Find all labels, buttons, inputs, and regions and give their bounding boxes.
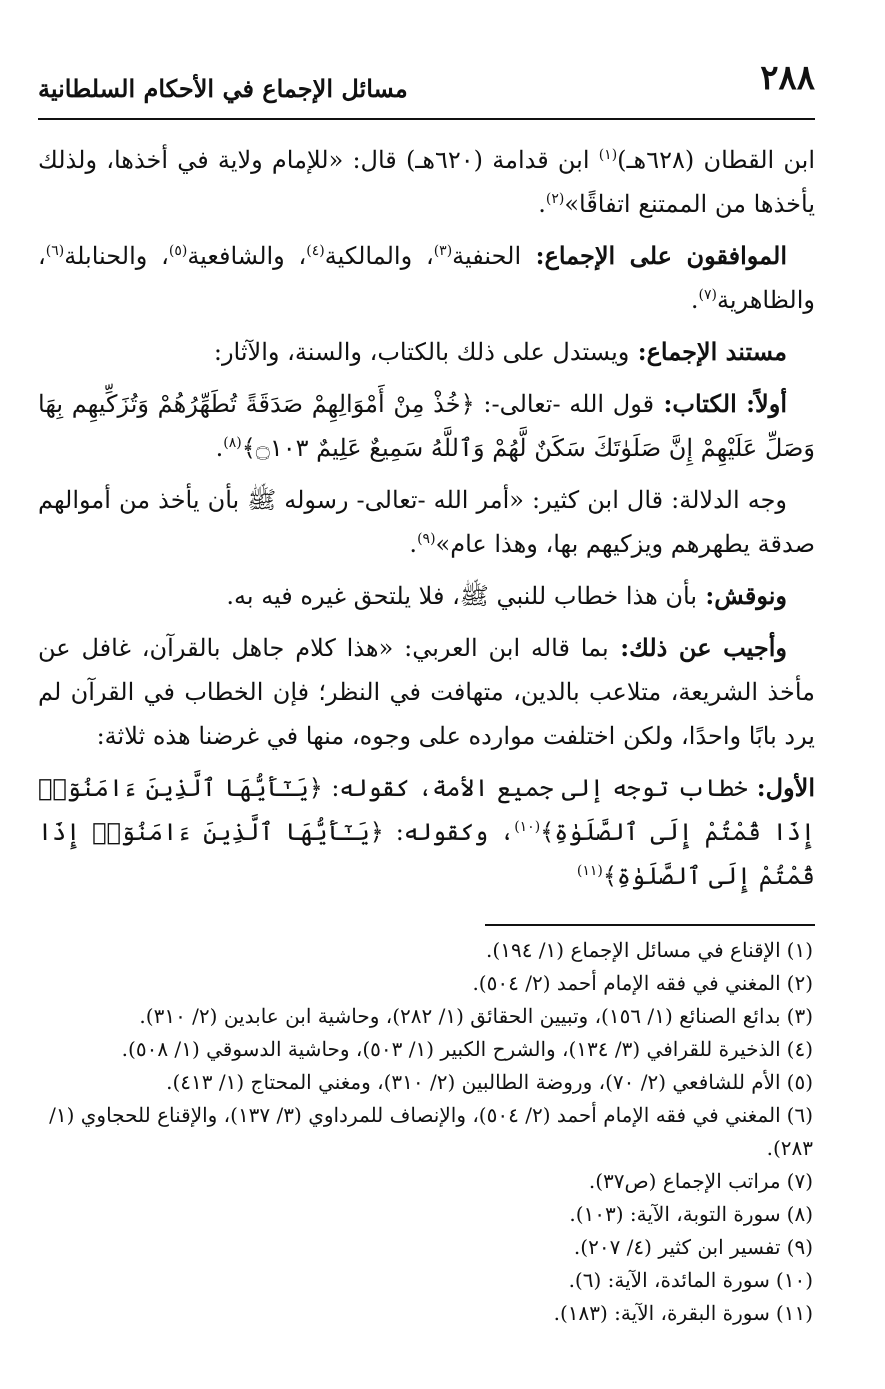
paragraph-indication: وجه الدلالة: قال ابن كثير: «أمر الله -تعالى- رسوله ﷺ بأن يأخذ من أموالهم صدقة يطهرهم ويزكيهم بها، وهذا عام»$^{(٩)}$. — [38, 486, 815, 558]
paragraph-first-type — [38, 766, 815, 898]
footnote-ref: (٦) — [45, 243, 65, 259]
footnote-ref: (٤) — [306, 243, 325, 259]
quran-verse: قول الله -تعالى-: ﴿خُذْ مِنْ أَمْوَالِهِمْ صَدَقَةً تُطَهِّرُهُمْ وَتُزَكِّيهِم بِهَا وَصَلِّ عَلَيْهِمْ إِنَّ صَلَوٰتَكَ سَكَنٌ لَّهُمْ وَٱللَّهُ سَمِيعٌ عَلِيمٌ ۝١٠٣﴾ — [38, 390, 815, 462]
footnote: (١١)سورة البقرة، الآية: (١٨٣). — [553, 1301, 813, 1325]
footnote: (١)الإقناع في مسائل الإجماع (١/ ١٩٤). — [486, 938, 813, 962]
page-header — [38, 0, 815, 120]
section-label: وأجيب عن ذلك: — [608, 633, 787, 662]
paragraph-quran-evidence: أولاً: الكتاب: قول الله -تعالى-: ﴿خُذْ مِنْ أَمْوَالِهِمْ صَدَقَةً تُطَهِّرُهُمْ وَتُزَكِّيهِم بِهَا وَصَلِّ عَلَيْهِمْ إِنَّ صَلَوٰتَكَ سَكَنٌ لَّهُمْ وَٱللَّهُ سَمِيعٌ عَلِيمٌ ۝١٠٣﴾$^{(٨)}$. — [38, 389, 815, 462]
footnote: (٨)سورة التوبة، الآية: (١٠٣). — [569, 1202, 813, 1226]
footnote-ref: (٩) — [417, 531, 436, 547]
main-text — [38, 120, 815, 898]
footnote-separator — [485, 924, 815, 926]
footnote: (٧)مراتب الإجماع (ص٣٧). — [588, 1169, 813, 1193]
footnote: (٤)الذخيرة للقرافي (٣/ ١٣٤)، والشرح الكبير (١/ ٥٠٣)، وحاشية الدسوقي (١/ ٥٠٨). — [121, 1037, 813, 1061]
footnote: (١٠)سورة المائدة، الآية: (٦). — [568, 1268, 813, 1292]
paragraph-reply: وأجيب عن ذلك: بما قاله ابن العربي: «هذا كلام جاهل بالقرآن، غافل عن مأخذ الشريعة، متلاعب بالدين، متهافت في النظر؛ فإن الخطاب في القرآن لم يرد بابًا واحدًا، ولكن اختلفت موارده على وجوه، منها في غرضنا هذه ثلاثة: — [38, 633, 815, 750]
footnote: (٦)المغني في فقه الإمام أحمد (٢/ ٥٠٤)، والإنصاف للمرداوي (٣/ ١٣٧)، والإقناع للحجاوي (١/ ٢٨٣). — [49, 1103, 813, 1160]
footnote-ref: (٨) — [223, 435, 242, 451]
quran-verse: خطاب توجه إلى جميع الأمة، كقوله: ﴿يَـٰٓأَيُّهَا ٱلَّذِينَ ءَامَنُوٓا۟ إِذَا قُمْتُمْ إِلَى ٱلصَّلَوٰةِ﴾ — [38, 774, 815, 846]
footnote-ref: (١١) — [576, 863, 603, 879]
footnote-ref: (١٠) — [514, 819, 541, 835]
footnote: (٣)بدائع الصنائع (١/ ١٥٦)، وتبيين الحقائق (١/ ٢٨٢)، وحاشية ابن عابدين (٢/ ٣١٠). — [139, 1004, 813, 1028]
footnote: (٩)تفسير ابن كثير (٤/ ٢٠٧). — [573, 1235, 813, 1259]
paragraph-basis: مستند الإجماع: ويستدل على ذلك بالكتاب، والسنة، والآثار: — [213, 337, 787, 366]
footnotes — [38, 934, 815, 1330]
footnote-ref: (٧) — [698, 287, 717, 303]
paragraph-ibn-qattan: ابن القطان (٦٢٨هـ)$^{(١)}$ ابن قدامة (٦٢٠هـ) قال: «للإمام ولاية في أخذها، ولذلك يأخذها من الممتنع اتفاقًا»$^{(٢)}$. — [38, 146, 815, 218]
section-label: الموافقون على الإجماع: — [521, 241, 788, 270]
quran-verse: ، وكقوله: ﴿يَـٰٓأَيُّهَا ٱلَّذِينَ ءَامَنُوٓا۟ إِذَا قُمْتُمْ إِلَى ٱلصَّلَوٰةِ﴾ — [38, 818, 815, 890]
paragraph-objection: ونوقش: بأن هذا خطاب للنبي ﷺ، فلا يلتحق غيره فيه به. — [226, 581, 787, 610]
section-label: ونوقش: — [697, 581, 787, 610]
section-label: أولاً: الكتاب: — [654, 389, 787, 418]
footnote-ref: (٢) — [545, 191, 565, 207]
page-number: ٢٨٨ — [760, 58, 815, 98]
section-label: الأول: — [747, 773, 815, 802]
paragraph-agreeing-schools: الموافقون على الإجماع: الحنفية$^{(٣)}$، والمالكية$^{(٤)}$، والشافعية$^{(٥)}$، والحنابلة$^{(٦)}$، والظاهرية$^{(٧)}$. — [38, 241, 815, 314]
footnote-ref: (١) — [598, 147, 618, 163]
running-title: مسائل الإجماع في الأحكام السلطانية — [38, 74, 408, 103]
footnote: (٥)الأم للشافعي (٢/ ٧٠)، وروضة الطالبين (٢/ ٣١٠)، ومغني المحتاج (١/ ٤١٣). — [166, 1070, 813, 1094]
section-label: مستند الإجماع: — [629, 337, 787, 366]
footnote: (٢)المغني في فقه الإمام أحمد (٢/ ٥٠٤). — [472, 971, 813, 995]
footnote-ref: (٥) — [168, 243, 188, 259]
footnote-ref: (٣) — [433, 243, 453, 259]
